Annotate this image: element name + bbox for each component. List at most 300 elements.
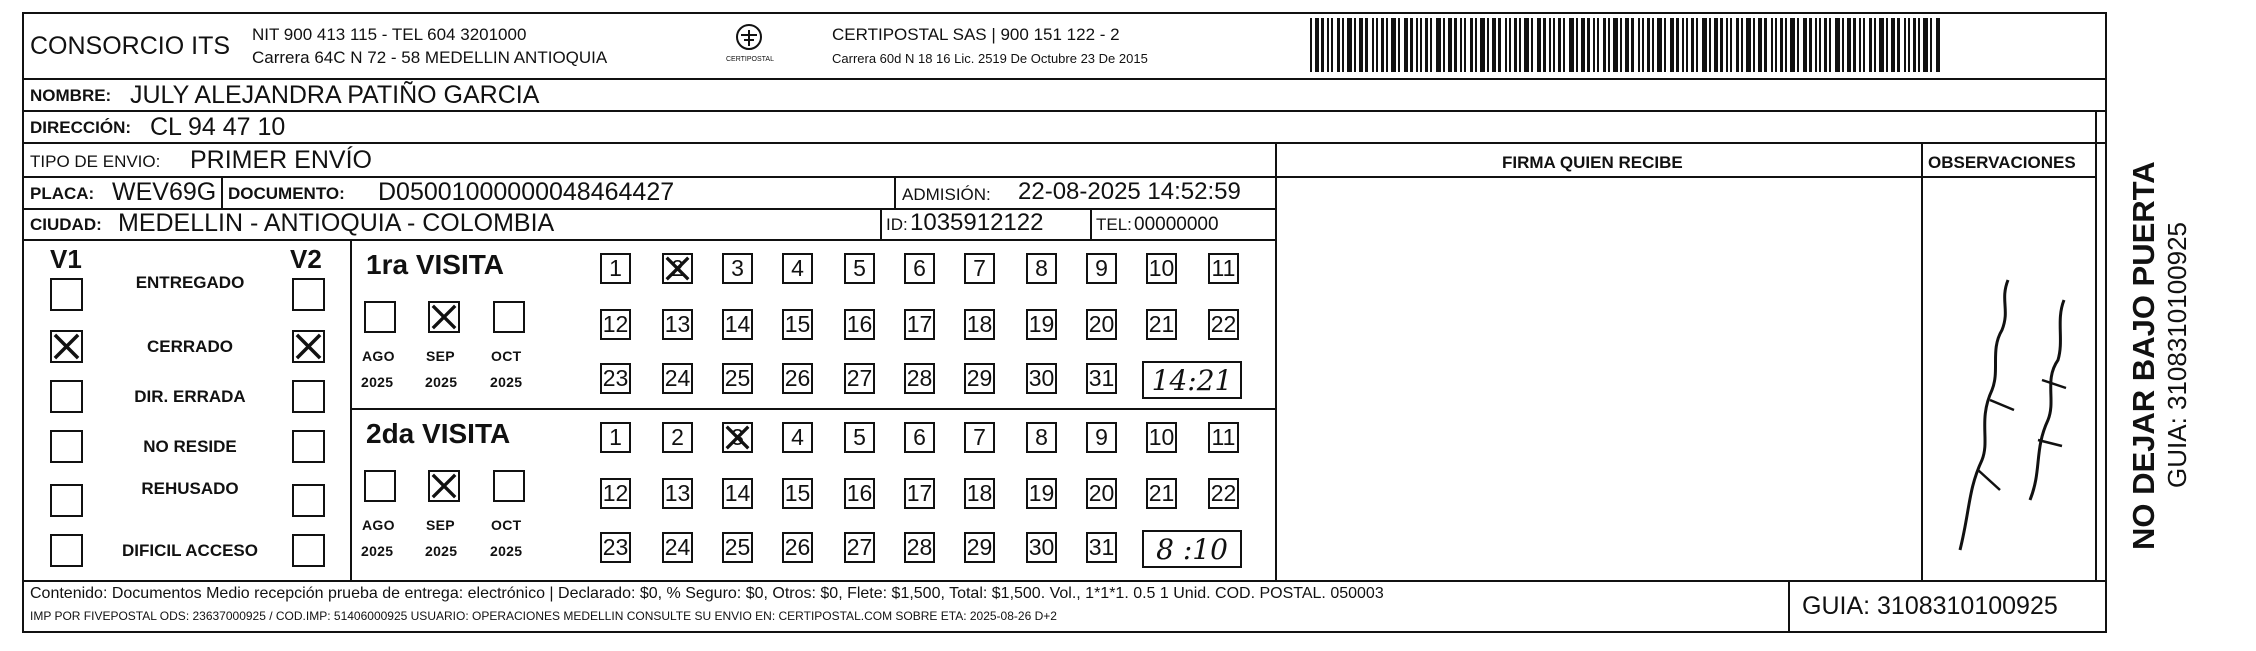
barcode-bar [1803,18,1807,72]
status-option-label: REHUSADO [141,479,239,498]
admision-label: ADMISIÓN: [902,185,991,204]
barcode-bar [1315,18,1319,72]
barcode-bar [1398,18,1400,72]
check-x-icon [52,332,81,361]
barcode-bar [1436,18,1441,72]
day-cell[interactable] [782,363,813,394]
firma-left-rule [1275,142,1277,580]
day-cell[interactable] [722,532,753,563]
day-number: 24 [664,365,691,391]
barcode-bar [1448,18,1452,72]
v1-checkbox[interactable] [50,278,83,311]
day-number: 22 [1210,480,1237,506]
placa-divider [221,176,223,208]
barcode-bar [1354,18,1356,72]
day-cell[interactable] [1208,309,1239,340]
month-label: SEP [426,348,455,364]
day-number: 6 [913,424,926,450]
v2-checkbox[interactable] [292,534,325,567]
barcode-bar [1381,18,1384,72]
company-name: CONSORCIO ITS [30,32,231,60]
barcode-bar [1859,18,1861,72]
company-line-2: Carrera 64C N 72 - 58 MEDELLIN ANTIOQUIA [252,48,608,67]
barcode-bar [1509,18,1511,72]
day-cell[interactable] [782,532,813,563]
day-cell[interactable] [722,422,753,453]
observaciones-handwriting-text [1930,260,1936,261]
day-cell[interactable] [1026,478,1057,509]
barcode-bar [1410,18,1413,72]
day-number: 21 [1148,480,1175,506]
day-cell[interactable] [964,478,995,509]
day-cell[interactable] [1086,532,1117,563]
day-number: 14 [724,311,751,337]
barcode-bar [1647,18,1650,72]
id-divider [880,208,882,239]
handwriting-scribble [1930,260,2090,560]
day-cell[interactable] [844,363,875,394]
tel-divider [1090,208,1092,239]
day-cell[interactable] [600,309,631,340]
day-number: 3 [731,255,744,281]
firma-quien-recibe-label: FIRMA QUIEN RECIBE [1502,153,1683,172]
month-checkbox[interactable] [364,470,396,502]
barcode-bar [1425,18,1428,72]
day-cell[interactable] [904,478,935,509]
v2-label: V2 [290,244,322,274]
day-cell[interactable] [1026,422,1057,453]
barcode-bar [1331,18,1333,72]
day-cell[interactable] [844,422,875,453]
day-cell[interactable] [782,422,813,453]
barcode-bar [1842,18,1844,72]
status-option-label: DIFICIL ACCESO [121,541,258,560]
visit-time-box[interactable] [1142,361,1242,399]
v1-checkbox[interactable] [50,484,83,517]
visit-title: 1ra VISITA [366,249,504,280]
status-option-label: DIR. ERRADA [134,387,246,406]
day-cell[interactable] [600,422,631,453]
day-number: 11 [1211,255,1236,281]
day-cell[interactable] [964,253,995,284]
barcode-graphic [1310,18,1950,72]
barcode-bar [1863,18,1865,72]
day-number: 25 [724,534,751,560]
rule-direccion [22,142,2107,144]
day-cell[interactable] [844,532,875,563]
day-number: 10 [1148,424,1175,450]
day-number: 5 [853,424,866,450]
day-cell[interactable] [1146,309,1177,340]
certipostal-line-1: CERTIPOSTAL SAS | 900 151 122 - 2 [832,25,1120,44]
day-cell[interactable] [1086,253,1117,284]
v1-checkbox[interactable] [50,430,83,463]
observaciones-left-rule [1921,142,1923,580]
status-option-label: ENTREGADO [135,273,245,292]
check-x-icon [724,424,751,451]
day-number: 30 [1028,534,1055,560]
barcode-bar [1404,18,1408,72]
barcode-bar [1549,18,1551,72]
day-cell[interactable] [1208,478,1239,509]
nombre-value: JULY ALEJANDRA PATIÑO GARCIA [130,81,540,109]
day-number: 28 [906,534,933,560]
barcode-bar [1726,18,1728,72]
barcode-bar [1464,18,1466,72]
barcode-bar [1676,18,1679,72]
tel-value: 00000000 [1134,214,1219,235]
day-cell[interactable] [844,478,875,509]
day-number: 15 [784,311,811,337]
day-number: 24 [664,534,691,560]
rule-ciudad [22,239,1275,241]
barcode-bar [1576,18,1578,72]
day-cell[interactable] [1026,363,1057,394]
day-number: 17 [906,480,933,506]
day-number: 31 [1088,365,1115,391]
day-cell[interactable] [662,363,693,394]
v2-checkbox[interactable] [292,380,325,413]
day-number: 8 [1035,255,1048,281]
month-label: OCT [491,348,522,364]
day-cell[interactable] [844,309,875,340]
barcode-bar [1492,18,1496,72]
day-cell[interactable] [904,309,935,340]
day-number: 10 [1148,255,1175,281]
barcode-bar [1386,18,1388,72]
day-number: 27 [846,534,873,560]
barcode-bar [1416,18,1418,72]
barcode-bar [1797,18,1799,72]
barcode-bar [1741,18,1743,72]
direccion-label: DIRECCIÓN: [30,118,132,137]
barcode-bar [1879,18,1884,72]
barcode-bar [1686,18,1688,72]
month-year: 2025 [425,374,458,390]
certipostal-logo [708,22,790,70]
barcode [1310,18,1950,72]
month-label: AGO [362,348,395,364]
month-checkbox[interactable] [428,470,460,502]
day-number: 29 [966,534,993,560]
barcode-bar [1391,18,1396,72]
day-cell[interactable] [722,309,753,340]
month-year: 2025 [361,374,394,390]
visit-time-handwritten: 8 :10 [1156,532,1228,566]
tipo-label: TIPO DE ENVIO: [30,152,161,171]
check-x-icon [664,255,691,282]
barcode-bar [1420,18,1422,72]
barcode-bar [1563,18,1565,72]
day-number: 31 [1088,534,1115,560]
barcode-bar [1809,18,1812,72]
day-cell[interactable] [904,253,935,284]
day-number: 13 [664,480,691,506]
month-year: 2025 [490,543,523,559]
day-cell[interactable] [904,363,935,394]
barcode-bar [1480,18,1485,72]
barcode-bar [1359,18,1363,72]
day-number: 29 [966,365,993,391]
nombre-label: NOMBRE: [30,86,112,105]
observaciones-handwriting [1930,260,2090,560]
day-number: 26 [784,534,811,560]
barcode-bar [1930,18,1932,72]
barcode-bar [1908,18,1910,72]
barcode-bar [1321,18,1324,72]
barcode-bar [1430,18,1432,72]
barcode-bar [1918,18,1920,72]
rule-nombre [22,110,2107,112]
day-number: 23 [602,365,629,391]
barcode-bar [1682,18,1684,72]
tipo-value: PRIMER ENVÍO [190,146,372,174]
v1-checkbox[interactable] [50,380,83,413]
barcode-bar [1897,18,1900,72]
day-cell[interactable] [964,422,995,453]
v2-checkbox[interactable] [292,484,325,517]
barcode-bar [1936,18,1940,72]
day-number: 20 [1088,311,1115,337]
v1-checkbox[interactable] [50,330,83,363]
barcode-bar [1376,18,1378,72]
day-cell[interactable] [1146,422,1177,453]
status-option-label: NO RESIDE [143,437,237,456]
v1-label: V1 [50,244,82,274]
barcode-bar [1670,18,1674,72]
barcode-bar [1730,18,1732,72]
barcode-bar [1835,18,1840,72]
certipostal-line-2: Carrera 60d N 18 16 Lic. 2519 De Octubre 23 De 2015 [832,51,1148,66]
day-number: 21 [1148,311,1175,337]
day-number: 30 [1028,365,1055,391]
barcode-bar [1613,18,1618,72]
day-cell[interactable] [662,478,693,509]
barcode-bar [1886,18,1888,72]
barcode-bar [1460,18,1462,72]
side-guia: GUIA: 3108310100925 [2162,222,2192,488]
month-checkbox[interactable] [364,301,396,333]
barcode-bar [1736,18,1739,72]
day-number: 20 [1088,480,1115,506]
barcode-bar [1657,18,1662,72]
day-cell[interactable] [964,532,995,563]
day-cell[interactable] [1086,363,1117,394]
barcode-bar [1310,18,1312,72]
barcode-bar [1847,18,1851,72]
company-line-1: NIT 900 413 115 - TEL 604 3201000 [252,25,527,44]
barcode-bar [1829,18,1831,72]
barcode-bar [1327,18,1329,72]
barcode-bar [1519,18,1521,72]
barcode-bar [1764,18,1767,72]
barcode-bar [1785,18,1787,72]
id-value: 1035912122 [910,209,1044,236]
day-cell[interactable] [600,532,631,563]
day-cell[interactable] [782,253,813,284]
day-cell[interactable] [722,363,753,394]
v2-checkbox[interactable] [292,278,325,311]
day-number: 13 [664,311,691,337]
barcode-bar [1514,18,1517,72]
day-cell[interactable] [1146,478,1177,509]
day-cell[interactable] [662,422,693,453]
month-label: SEP [426,517,455,533]
day-number: 16 [846,480,873,506]
barcode-bar [1543,18,1546,72]
day-number: 5 [853,255,866,281]
day-cell[interactable] [1208,422,1239,453]
day-cell[interactable] [1208,253,1239,284]
barcode-bar [1746,18,1751,72]
day-cell[interactable] [1026,253,1057,284]
check-x-icon [430,472,458,500]
day-cell[interactable] [904,532,935,563]
day-cell[interactable] [844,253,875,284]
visit-time-box[interactable] [1142,530,1242,568]
barcode-bar [1581,18,1585,72]
documento-label: DOCUMENTO: [228,184,345,203]
admision-divider [894,176,896,208]
rule-firma-header [1275,176,2095,178]
barcode-bar [1753,18,1755,72]
day-number: 7 [973,255,986,281]
day-number: 6 [913,255,926,281]
barcode-bar [1904,18,1906,72]
day-cell[interactable] [1026,532,1057,563]
day-cell[interactable] [1146,253,1177,284]
barcode-bar [1558,18,1561,72]
direccion-value: CL 94 47 10 [150,113,286,141]
barcode-bar [1625,18,1629,72]
v2-checkbox[interactable] [292,330,325,363]
day-cell[interactable] [722,253,753,284]
day-number: 2 [671,255,684,281]
barcode-bar [1824,18,1827,72]
barcode-bar [1720,18,1723,72]
rule-footer [22,580,2107,582]
day-cell[interactable] [782,309,813,340]
day-number: 2 [671,424,684,450]
day-number: 1 [609,424,622,450]
barcode-bar [1470,18,1473,72]
barcode-bar [1365,18,1368,72]
barcode-bar [1587,18,1590,72]
day-number: 26 [784,365,811,391]
day-cell[interactable] [964,309,995,340]
barcode-bar [1631,18,1634,72]
day-number: 9 [1095,424,1108,450]
observaciones-label: OBSERVACIONES [1928,153,2076,172]
barcode-bar [1608,18,1610,72]
barcode-bar [1475,18,1477,72]
documento-value: D05001000000048464427 [378,178,675,206]
footer-contenido: Contenido: Documentos Medio recepción prueba de entrega: electrónico | Declarado: $0, % Seguro: $0, Otros: $0, Flete: $1,500, Total: $1,500. Vol., 1*1*1. 0.5 1 Unid. COD. POSTAL. 050003 [30,585,1384,602]
day-cell[interactable] [662,309,693,340]
month-year: 2025 [361,543,394,559]
day-cell[interactable] [600,253,631,284]
barcode-bar [1524,18,1529,72]
barcode-bar [1553,18,1555,72]
day-number: 9 [1095,255,1108,281]
barcode-bar [1372,18,1374,72]
month-checkbox[interactable] [493,301,525,333]
day-number: 22 [1210,311,1237,337]
check-x-icon [294,332,323,361]
day-cell[interactable] [722,478,753,509]
day-cell[interactable] [1026,309,1057,340]
v1-checkbox[interactable] [50,534,83,567]
day-number: 3 [731,424,744,450]
day-number: 4 [791,424,804,450]
day-number: 15 [784,480,811,506]
barcode-bar [1454,18,1457,72]
day-number: 7 [973,424,986,450]
visit-title: 2da VISITA [366,418,511,449]
tel-label: TEL: [1096,215,1132,234]
barcode-bar [1702,18,1707,72]
month-year: 2025 [490,374,523,390]
day-cell[interactable] [662,253,693,284]
day-number: 16 [846,311,873,337]
barcode-bar [1597,18,1599,72]
day-cell[interactable] [662,532,693,563]
v2-checkbox[interactable] [292,430,325,463]
day-number: 28 [906,365,933,391]
barcode-bar [1487,18,1489,72]
barcode-bar [1790,18,1795,72]
ciudad-label: CIUDAD: [30,215,102,234]
barcode-bar [1869,18,1872,72]
day-cell[interactable] [904,422,935,453]
footer-imp: IMP POR FIVEPOSTAL ODS: 23637000925 / COD.IMP: 51406000925 USUARIO: OPERACIONES MEDELLIN CONSULTE SU ENVIO EN: CERTIPOSTAL.COM SOBRE ETA: 2025-08-26 D+2 [30,609,1057,623]
day-number: 23 [602,534,629,560]
month-checkbox[interactable] [428,301,460,333]
barcode-bar [1913,18,1916,72]
barcode-bar [1652,18,1654,72]
footer-guia-divider [1788,580,1790,633]
admision-value: 22-08-2025 14:52:59 [1018,178,1241,205]
month-checkbox[interactable] [493,470,525,502]
day-cell[interactable] [782,478,813,509]
barcode-bar [1758,18,1762,72]
day-cell[interactable] [964,363,995,394]
day-number: 25 [724,365,751,391]
barcode-bar [1771,18,1773,72]
rule-header [22,78,2107,80]
day-number: 12 [602,311,629,337]
certipostal-logo-text: CERTIPOSTAL [726,56,774,63]
footer-guia: GUIA: 3108310100925 [1802,592,2058,620]
month-label: OCT [491,517,522,533]
day-cell[interactable] [600,363,631,394]
barcode-bar [1537,18,1541,72]
day-cell[interactable] [600,478,631,509]
day-cell[interactable] [1086,309,1117,340]
month-year: 2025 [425,543,458,559]
day-cell[interactable] [1086,478,1117,509]
placa-value: WEV69G [112,178,217,206]
barcode-bar [1709,18,1711,72]
day-number: 18 [966,311,993,337]
month-label: AGO [362,517,395,533]
barcode-bar [1775,18,1777,72]
barcode-bar [1569,18,1574,72]
id-label: ID: [886,215,908,234]
barcode-bar [1691,18,1694,72]
day-cell[interactable] [1086,422,1117,453]
barcode-bar [1874,18,1876,72]
